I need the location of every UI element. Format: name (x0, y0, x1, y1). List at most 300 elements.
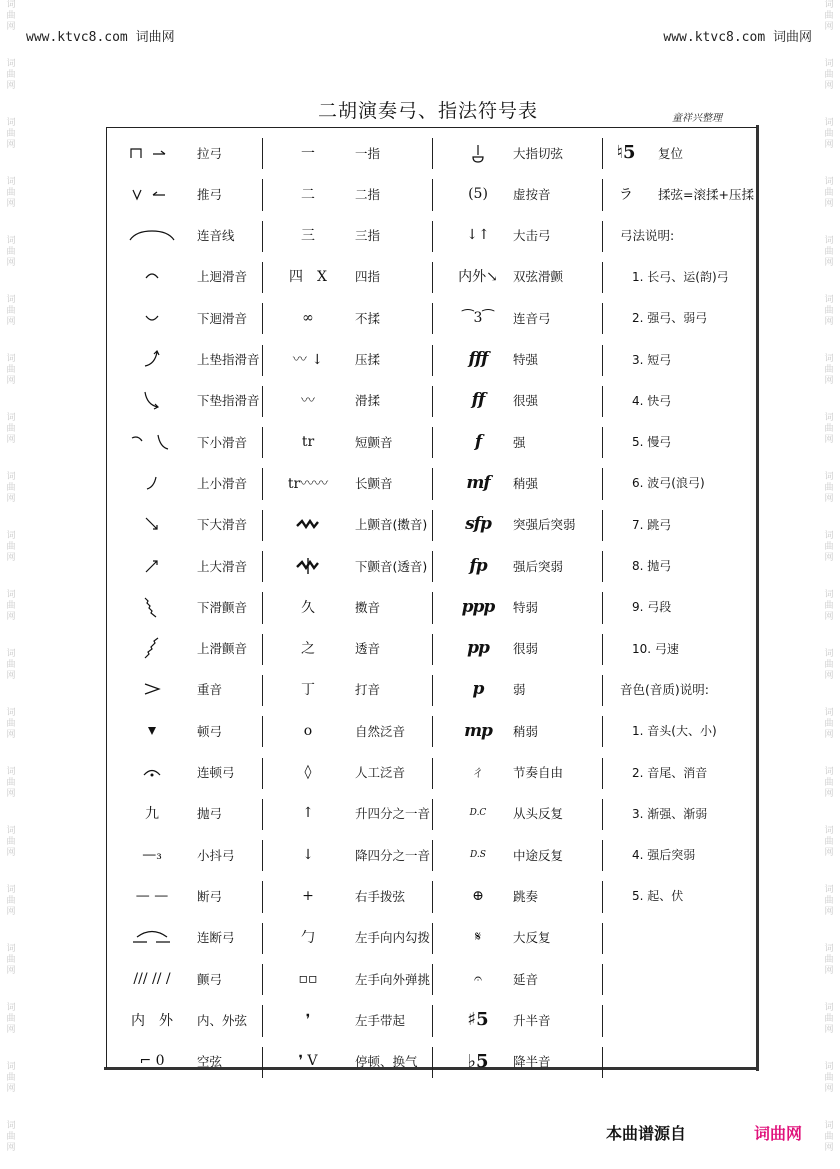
symbol-label: 二指 (355, 186, 381, 202)
url-text: www.ktvc8.com (26, 30, 128, 45)
notation-symbol: 二 (301, 186, 315, 203)
notation-symbol: 久 (301, 599, 315, 616)
symbol-label: 滑揉 (355, 393, 381, 409)
watermark-glyph: 网 (824, 22, 834, 32)
notation-symbol: 𝄋 (474, 929, 482, 946)
watermark-glyph: 网 (6, 966, 16, 976)
watermark-glyph: 词 (6, 531, 16, 541)
table-row (262, 462, 432, 503)
watermark-glyph-group (3, 472, 19, 505)
symbol-label: 左手向外弹挑 (355, 971, 431, 987)
watermark-glyph: 网 (824, 494, 834, 504)
url-text: www.ktvc8.com (663, 30, 766, 45)
lower-turn-icon (113, 297, 191, 338)
symbol-label: 强后突弱 (513, 558, 564, 574)
notation-symbol: D.C (469, 808, 487, 819)
table-row (432, 586, 602, 627)
watermark-glyph: 词 (824, 767, 834, 777)
symbol-label: 下垫指滑音 (197, 393, 260, 409)
footer-brand-link[interactable]: 词曲网 (754, 1124, 803, 1143)
notation-symbol: 之 (301, 641, 315, 658)
watermark-glyph: 词 (6, 354, 16, 364)
symbol-label: 拉弓 (197, 145, 223, 161)
symbol-label: 打音 (355, 682, 381, 698)
table-row (432, 545, 602, 586)
table-row (262, 586, 432, 627)
symbol-label: 连音线 (197, 228, 235, 244)
table-row (602, 380, 757, 421)
notation-symbol: ↓↑ (466, 227, 490, 244)
watermark-glyph: 网 (824, 730, 834, 740)
watermark-glyph: 网 (6, 317, 16, 327)
watermark-glyph: 曲 (824, 129, 834, 139)
watermark-glyph: 曲 (824, 247, 834, 257)
notation-symbol: sfp (465, 514, 491, 535)
notation-symbol: ㄔ (471, 765, 485, 781)
list-item: 2. 强弓、弱弓 (632, 311, 708, 326)
symbol-label: 揉弦=滚揉+压揉 (658, 186, 754, 202)
watermark-glyph: 网 (6, 1025, 16, 1035)
notation-symbol: fff (468, 349, 488, 369)
staccato-icon (113, 710, 191, 751)
symbol-label: 上颤音(擞音) (355, 517, 428, 533)
table-row (602, 793, 757, 834)
notation-symbol: 四 X (289, 269, 327, 286)
symbol-label: 双弦滑颤 (513, 269, 564, 285)
table-row (262, 339, 432, 380)
symbol-label: 颤弓 (197, 971, 223, 987)
symbol-label: 中途反复 (513, 847, 564, 863)
symbol-label: 复位 (658, 145, 684, 161)
table-row (432, 917, 602, 958)
table-row (602, 504, 757, 545)
symbol-label: 特强 (513, 352, 539, 367)
watermark-glyph: 词 (824, 649, 834, 659)
watermark-glyph: 词 (824, 944, 834, 954)
table-row (262, 834, 432, 875)
thumb-cut-string-icon (440, 132, 516, 173)
watermark-glyph-group (821, 59, 837, 92)
watermark-glyph: 词 (824, 1121, 834, 1131)
notation-symbol: ⁀3⁀ (462, 309, 494, 326)
watermark-glyph: 网 (6, 376, 16, 386)
watermark-glyph-group (821, 708, 837, 741)
watermark-glyph: 曲 (6, 70, 16, 80)
watermark-glyph: 网 (824, 435, 834, 445)
notation-symbol: 勹 (301, 930, 315, 947)
watermark-glyph: 曲 (6, 542, 16, 552)
table-row (107, 752, 262, 793)
watermark-glyph: 网 (824, 317, 834, 327)
symbol-label: 特弱 (513, 599, 539, 615)
watermark-glyph-group (821, 1121, 837, 1154)
table-row (262, 256, 432, 297)
list-item: 6. 波弓(浪弓) (632, 476, 705, 491)
watermark-glyph: 网 (6, 199, 16, 209)
slur-line-icon (113, 215, 191, 256)
watermark-glyph: 曲 (6, 1014, 16, 1024)
table-row (107, 339, 262, 380)
watermark-glyph: 网 (824, 907, 834, 917)
watermark-glyph: 曲 (6, 601, 16, 611)
watermark-glyph: 网 (6, 789, 16, 799)
notation-symbol: 一 (301, 145, 315, 162)
symbol-label: 断弓 (197, 888, 223, 904)
notation-symbol: mf (466, 472, 490, 493)
watermark-glyph: 网 (824, 671, 834, 681)
table-row (107, 545, 262, 586)
watermark-glyph-group (821, 0, 837, 33)
table-row (432, 710, 602, 751)
table-row (432, 999, 602, 1040)
down-slide-trill-icon (113, 586, 191, 627)
table-row (432, 1041, 602, 1082)
watermark-glyph: 词 (6, 177, 16, 187)
table-row (262, 504, 432, 545)
watermark-glyph: 网 (6, 1143, 16, 1153)
watermark-glyph: 词 (824, 472, 834, 482)
symbol-label: 上大滑音 (197, 558, 248, 574)
watermark-glyph: 曲 (6, 306, 16, 316)
notation-symbol: ff (471, 390, 485, 411)
table-row (432, 380, 602, 421)
table-row (432, 297, 602, 338)
watermark-glyph-group (821, 1003, 837, 1036)
watermark-glyph: 网 (824, 1143, 834, 1153)
watermark-glyph: 词 (6, 826, 16, 836)
notation-symbol: 三 (301, 228, 315, 245)
watermark-glyph-group (821, 944, 837, 977)
symbol-label: 下迴滑音 (197, 310, 248, 326)
watermark-glyph-group (3, 295, 19, 328)
watermark-glyph: 词 (6, 413, 16, 423)
notation-symbol: ❜ (305, 1011, 311, 1028)
list-item: 4. 强后突弱 (632, 848, 696, 863)
list-item: 3. 短弓 (632, 352, 672, 367)
watermark-glyph-group (821, 649, 837, 682)
watermark-glyph: 曲 (6, 1132, 16, 1142)
table-row (107, 875, 262, 916)
header-url-left[interactable] (26, 26, 175, 45)
watermark-glyph: 词 (824, 826, 834, 836)
table-row (107, 215, 262, 256)
watermark-glyph-group (3, 177, 19, 210)
symbol-label: 重音 (197, 682, 223, 698)
watermark-glyph: 词 (824, 590, 834, 600)
table-row (602, 669, 757, 710)
watermark-glyph: 网 (6, 612, 16, 622)
symbol-label: 弱 (513, 682, 526, 698)
table-row (107, 380, 262, 421)
notation-symbol: D.S (470, 849, 486, 860)
table-row (262, 421, 432, 462)
watermark-glyph: 曲 (824, 365, 834, 375)
watermark-glyph: 词 (824, 531, 834, 541)
column-divider (602, 1005, 603, 1036)
table-row (432, 421, 602, 462)
watermark-glyph: 曲 (6, 778, 16, 788)
table-row (602, 173, 757, 214)
watermark-glyph: 曲 (824, 483, 834, 493)
table-row (432, 462, 602, 503)
notation-symbol: 内 外 (131, 1012, 173, 1029)
table-row (107, 173, 262, 214)
table-row (602, 132, 757, 173)
upper-turn-icon (113, 256, 191, 297)
up-bow-icon (113, 132, 191, 173)
list-item: 10. 弓速 (632, 641, 679, 656)
watermark-glyph-group (821, 531, 837, 564)
notation-symbol: ↓ (302, 846, 314, 863)
notation-symbol: 九 (145, 806, 159, 823)
watermark-glyph: 网 (824, 81, 834, 91)
big-up-slide-icon (113, 545, 191, 586)
symbol-label: 上小滑音 (197, 475, 248, 491)
table-row (107, 297, 262, 338)
symbol-label: 大指切弦 (513, 145, 564, 161)
symbol-label: 左手向内勾拨 (355, 930, 431, 946)
table-row (262, 875, 432, 916)
table-row (262, 628, 432, 669)
watermark-glyph-group (821, 177, 837, 210)
notation-symbol: tr〰〰 (287, 475, 329, 492)
watermark-glyph-group (821, 472, 837, 505)
notation-symbol: ⌐ 0 (139, 1053, 165, 1070)
watermark-glyph: 词 (824, 1003, 834, 1013)
watermark-glyph: 词 (6, 1003, 16, 1013)
table-row (107, 1041, 262, 1082)
column-divider (602, 923, 603, 954)
notation-symbol: o (303, 722, 313, 739)
symbol-label: 左手带起 (355, 1012, 406, 1028)
table-row (262, 297, 432, 338)
table-row (602, 215, 757, 256)
watermark-glyph: 词 (6, 708, 16, 718)
header-url-right[interactable] (663, 26, 812, 45)
watermark-glyph: 曲 (824, 955, 834, 965)
table-row (602, 297, 757, 338)
symbol-label: 推弓 (197, 186, 223, 202)
watermark-glyph: 网 (824, 1025, 834, 1035)
watermark-glyph-group (3, 1003, 19, 1036)
watermark-glyph: 曲 (824, 1014, 834, 1024)
watermark-glyph-group (3, 59, 19, 92)
symbol-label: 下滑颤音 (197, 599, 248, 615)
watermark-glyph-group (821, 885, 837, 918)
symbol-label: 降半音 (513, 1054, 551, 1070)
symbol-label: 连顿弓 (197, 765, 235, 780)
watermark-glyph: 词 (824, 885, 834, 895)
symbol-label: 擞音 (355, 599, 381, 615)
watermark-glyph: 网 (6, 494, 16, 504)
watermark-glyph: 曲 (824, 70, 834, 80)
watermark-glyph-group (821, 354, 837, 387)
watermark-glyph: 网 (824, 258, 834, 268)
table-row (432, 793, 602, 834)
watermark-glyph-group (3, 708, 19, 741)
table-row (432, 958, 602, 999)
notation-symbol: tr (301, 433, 315, 450)
symbol-label: 虚按音 (513, 186, 551, 202)
table-row (432, 504, 602, 545)
slur-staccato-icon (113, 752, 191, 793)
watermark-column-left (3, 0, 19, 1169)
notation-symbol: ラ (619, 186, 633, 203)
watermark-glyph-group (821, 1062, 837, 1095)
watermark-glyph: 曲 (824, 778, 834, 788)
symbol-label: 升四分之一音 (355, 806, 431, 822)
table-row (107, 462, 262, 503)
watermark-glyph: 网 (6, 435, 16, 445)
symbol-label: 短颤音 (355, 434, 393, 450)
symbol-label: 突强后突弱 (513, 517, 576, 533)
table-row (262, 669, 432, 710)
table-row (107, 669, 262, 710)
watermark-glyph-group (821, 767, 837, 800)
table-row (602, 752, 757, 793)
symbol-label: 稍弱 (513, 723, 539, 739)
watermark-glyph: 曲 (824, 601, 834, 611)
symbol-label: 顿弓 (197, 723, 223, 739)
table-row (602, 834, 757, 875)
notation-symbol: ↑ (302, 805, 314, 822)
symbol-label: 四指 (355, 269, 381, 285)
watermark-glyph-group (3, 944, 19, 977)
table-row (432, 173, 602, 214)
notation-symbol: ∞ (302, 309, 314, 326)
table-row (262, 793, 432, 834)
symbol-label: 下小滑音 (197, 434, 248, 450)
table-row (602, 462, 757, 503)
watermark-glyph: 网 (6, 730, 16, 740)
watermark-glyph: 词 (824, 354, 834, 364)
footer-source-label: 本曲谱源自 (606, 1124, 687, 1143)
watermark-glyph: 网 (6, 22, 16, 32)
lower-pad-slide-icon (113, 380, 191, 421)
symbol-label: 上滑颤音 (197, 641, 248, 657)
notation-symbol: ▫▫ (298, 970, 318, 987)
down-bow-icon (113, 173, 191, 214)
symbol-label: 自然泛音 (355, 723, 406, 739)
watermark-glyph: 网 (824, 966, 834, 976)
notation-symbol: 内外↘ (458, 269, 498, 286)
symbol-label: 大击弓 (513, 228, 551, 244)
watermark-glyph-group (3, 1121, 19, 1154)
notation-symbol: + (302, 887, 314, 904)
watermark-glyph: 网 (824, 553, 834, 563)
watermark-glyph-group (821, 826, 837, 859)
symbol-label: 上迴滑音 (197, 269, 248, 285)
site-name: 词曲网 (135, 30, 175, 45)
table-row (107, 132, 262, 173)
table-row (602, 628, 757, 669)
notation-symbol: ♭5 (467, 1050, 489, 1072)
accent-icon (113, 669, 191, 710)
table-row (107, 504, 262, 545)
watermark-glyph: 曲 (6, 365, 16, 375)
list-item: 4. 快弓 (632, 393, 672, 408)
watermark-glyph: 网 (6, 671, 16, 681)
list-item: 9. 弓段 (632, 600, 672, 615)
table-row (432, 339, 602, 380)
list-item: 8. 抛弓 (632, 559, 672, 573)
watermark-glyph: 词 (6, 472, 16, 482)
watermark-glyph: 网 (6, 1084, 16, 1094)
watermark-glyph: 词 (824, 413, 834, 423)
watermark-glyph: 词 (824, 59, 834, 69)
watermark-glyph: 词 (6, 59, 16, 69)
small-down-slide-icon (113, 421, 191, 462)
table-row (432, 875, 602, 916)
watermark-glyph: 曲 (6, 1073, 16, 1083)
symbol-label: 小抖弓 (197, 847, 235, 863)
column-divider (602, 964, 603, 995)
symbol-label: 很强 (513, 393, 539, 409)
table-row (107, 586, 262, 627)
watermark-glyph: 曲 (6, 896, 16, 906)
site-name: 词曲网 (772, 30, 812, 45)
watermark-glyph: 曲 (6, 483, 16, 493)
list-item: 3. 渐强、渐弱 (632, 806, 708, 821)
watermark-glyph-group (3, 0, 19, 33)
watermark-glyph: 词 (6, 1121, 16, 1131)
watermark-glyph: 曲 (824, 1132, 834, 1142)
list-item: 1. 长弓、运(韵)弓 (632, 269, 729, 284)
watermark-glyph: 曲 (824, 542, 834, 552)
watermark-glyph: 词 (824, 708, 834, 718)
watermark-glyph: 词 (824, 295, 834, 305)
symbol-label: 停顿、换气 (355, 1054, 418, 1070)
watermark-glyph: 网 (824, 612, 834, 622)
symbol-label: 压揉 (355, 352, 381, 367)
watermark-glyph-group (821, 236, 837, 269)
watermark-column-right (821, 0, 837, 1169)
notation-symbol: pp (467, 638, 489, 659)
watermark-glyph: 曲 (6, 424, 16, 434)
watermark-glyph: 曲 (824, 11, 834, 21)
symbol-label: 三指 (355, 228, 381, 244)
watermark-glyph: 曲 (6, 247, 16, 257)
symbol-label: 抛弓 (197, 806, 223, 822)
table-row (262, 999, 432, 1040)
notation-symbol: — — (135, 887, 169, 904)
notation-symbol: (5) (468, 185, 488, 202)
watermark-glyph: 网 (824, 140, 834, 150)
watermark-glyph-group (3, 590, 19, 623)
watermark-glyph: 曲 (824, 424, 834, 434)
list-item: 5. 起、伏 (632, 889, 684, 904)
watermark-glyph: 曲 (6, 188, 16, 198)
table-row (107, 256, 262, 297)
watermark-glyph-group (3, 354, 19, 387)
watermark-glyph-group (821, 118, 837, 151)
watermark-glyph: 网 (6, 140, 16, 150)
symbol-label: 延音 (513, 971, 539, 987)
notation-symbol: /// // / (133, 970, 171, 987)
watermark-glyph-group (3, 649, 19, 682)
list-item: 1. 音头(大、小) (632, 724, 717, 739)
watermark-glyph: 词 (6, 118, 16, 128)
table-row (432, 132, 602, 173)
table-row (262, 958, 432, 999)
page-title: 二胡演奏弓、指法符号表 (318, 100, 539, 122)
symbol-label: 内、外弦 (197, 1012, 248, 1028)
watermark-glyph: 网 (824, 848, 834, 858)
watermark-glyph: 曲 (6, 11, 16, 21)
watermark-glyph-group (3, 236, 19, 269)
watermark-glyph: 网 (6, 848, 16, 858)
table-row (107, 710, 262, 751)
